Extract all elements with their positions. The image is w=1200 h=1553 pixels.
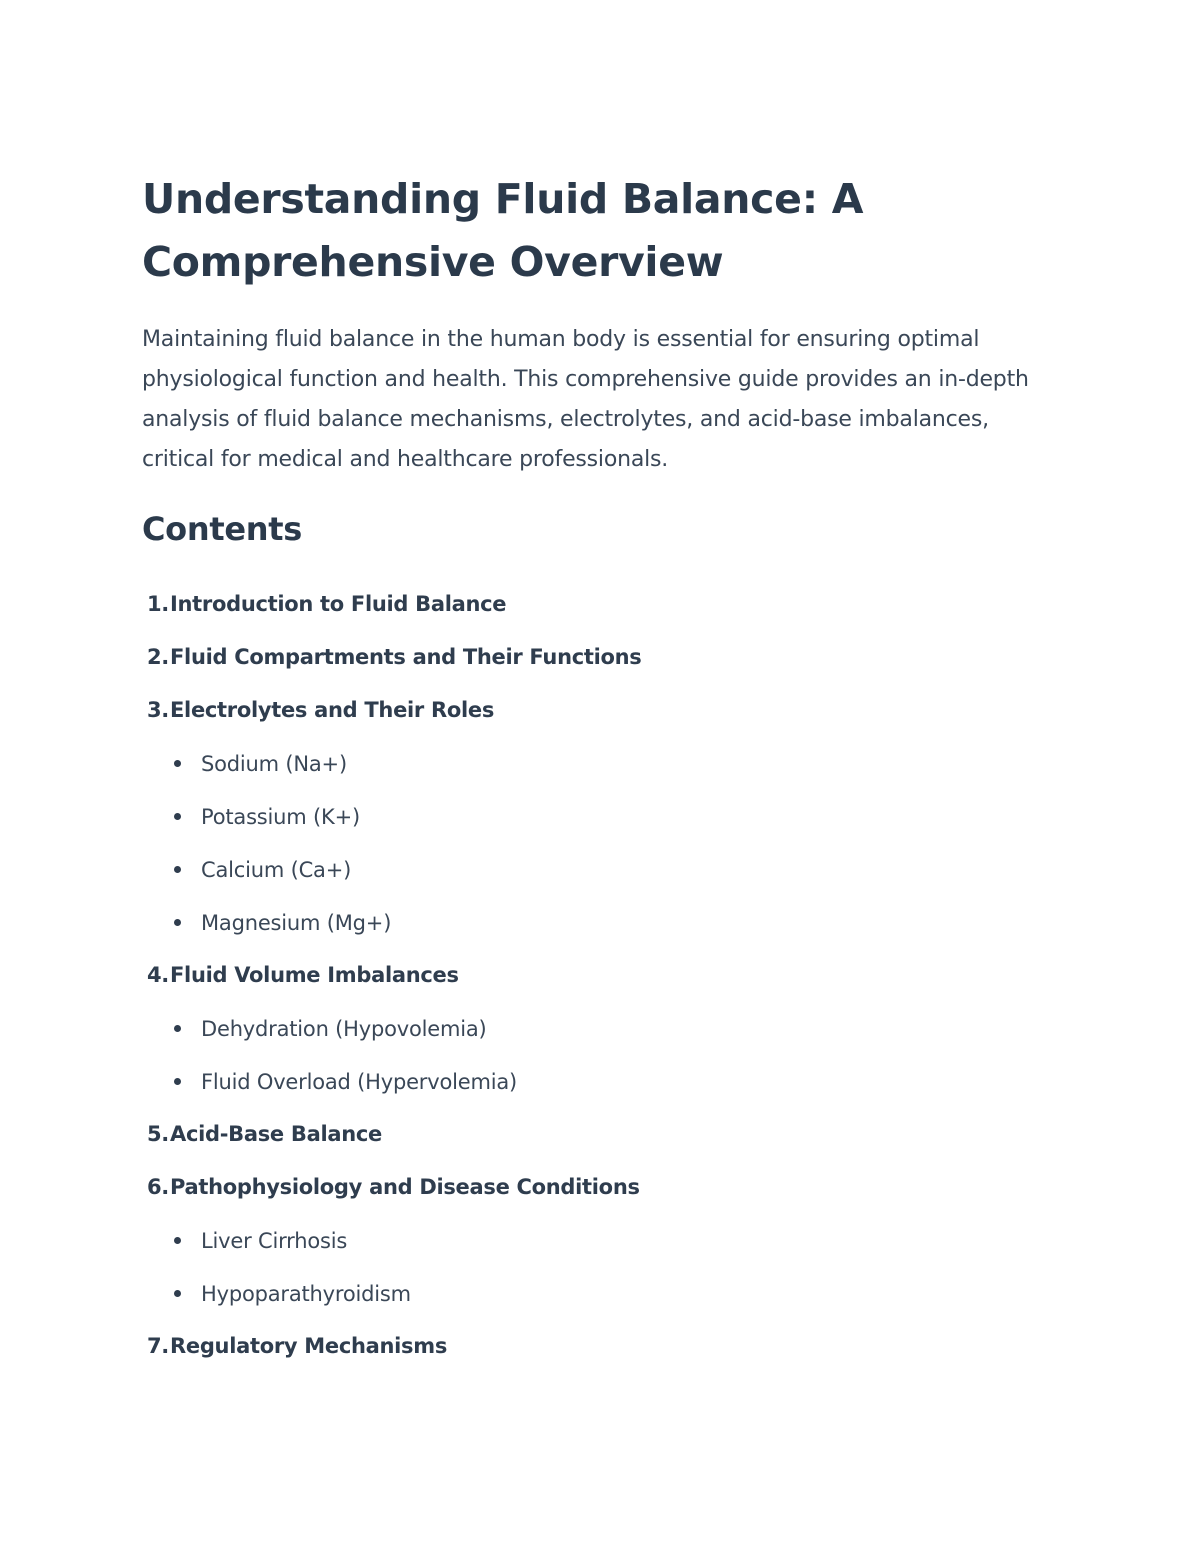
toc-number: 2. bbox=[147, 645, 169, 669]
toc-label: Fluid Volume Imbalances bbox=[170, 963, 459, 987]
title-line-2: Comprehensive Overview bbox=[142, 238, 724, 286]
toc-sublist bbox=[142, 1002, 1042, 1108]
toc-subitem-potassium[interactable] bbox=[142, 790, 1042, 843]
title-line-1: Understanding Fluid Balance: A bbox=[142, 175, 864, 223]
toc-sublist bbox=[142, 1214, 1042, 1320]
toc-item bbox=[142, 1161, 1042, 1320]
toc-subitem-magnesium[interactable] bbox=[142, 896, 1042, 949]
toc-label: Electrolytes and Their Roles bbox=[170, 698, 495, 722]
toc-entry-acid-base[interactable] bbox=[142, 1108, 1042, 1161]
toc-number: 7. bbox=[147, 1334, 169, 1358]
toc-subitem-calcium[interactable] bbox=[142, 843, 1042, 896]
toc-sublist bbox=[142, 737, 1042, 949]
page-title bbox=[142, 168, 1042, 294]
toc-subitem-sodium[interactable] bbox=[142, 737, 1042, 790]
toc-number: 6. bbox=[147, 1175, 169, 1199]
bullet-icon bbox=[174, 1290, 181, 1297]
toc-subitem-hypoparathyroidism[interactable] bbox=[142, 1267, 1042, 1320]
bullet-icon bbox=[174, 866, 181, 873]
toc-label: Regulatory Mechanisms bbox=[170, 1334, 448, 1358]
toc-sublabel: Liver Cirrhosis bbox=[201, 1228, 348, 1253]
toc-sublabel: Calcium (Ca+) bbox=[201, 857, 352, 882]
toc-entry-fluid-volume-imbalances[interactable] bbox=[142, 949, 1042, 1002]
toc-item bbox=[142, 1320, 1042, 1373]
toc-item bbox=[142, 578, 1042, 631]
toc-sublabel: Sodium (Na+) bbox=[201, 751, 347, 776]
toc-entry-regulatory-mechanisms[interactable] bbox=[142, 1320, 1042, 1373]
toc-label: Pathophysiology and Disease Conditions bbox=[170, 1175, 640, 1199]
toc-number: 5. bbox=[147, 1122, 169, 1146]
toc-number: 1. bbox=[147, 592, 169, 616]
toc-subitem-dehydration[interactable] bbox=[142, 1002, 1042, 1055]
toc-sublabel: Magnesium (Mg+) bbox=[201, 910, 392, 935]
contents-heading: Contents bbox=[142, 510, 302, 548]
toc-sublabel: Fluid Overload (Hypervolemia) bbox=[201, 1069, 518, 1094]
toc-item bbox=[142, 631, 1042, 684]
table-of-contents bbox=[142, 578, 1042, 1373]
toc-item bbox=[142, 949, 1042, 1108]
bullet-icon bbox=[174, 760, 181, 767]
toc-label: Acid-Base Balance bbox=[170, 1122, 382, 1146]
toc-item bbox=[142, 684, 1042, 949]
toc-entry-fluid-compartments[interactable] bbox=[142, 631, 1042, 684]
toc-subitem-fluid-overload[interactable] bbox=[142, 1055, 1042, 1108]
intro-paragraph: Maintaining fluid balance in the human body is essential for ensuring optimal physiological function and health. This comprehensive guide provides an in-depth analysis of fluid balance mechanisms, electrolytes, and acid-base imbalances, critical for medical and healthcare professionals. bbox=[142, 327, 1029, 472]
toc-item bbox=[142, 1108, 1042, 1161]
bullet-icon bbox=[174, 919, 181, 926]
toc-subitem-liver-cirrhosis[interactable] bbox=[142, 1214, 1042, 1267]
toc-number: 4. bbox=[147, 963, 169, 987]
toc-sublabel: Dehydration (Hypovolemia) bbox=[201, 1016, 487, 1041]
toc-entry-introduction[interactable] bbox=[142, 578, 1042, 631]
toc-label: Fluid Compartments and Their Functions bbox=[170, 645, 642, 669]
bullet-icon bbox=[174, 813, 181, 820]
toc-label: Introduction to Fluid Balance bbox=[170, 592, 507, 616]
bullet-icon bbox=[174, 1078, 181, 1085]
bullet-icon bbox=[174, 1025, 181, 1032]
toc-sublabel: Hypoparathyroidism bbox=[201, 1281, 411, 1306]
toc-number: 3. bbox=[147, 698, 169, 722]
toc-entry-electrolytes[interactable] bbox=[142, 684, 1042, 737]
toc-sublabel: Potassium (K+) bbox=[201, 804, 360, 829]
bullet-icon bbox=[174, 1237, 181, 1244]
toc-entry-pathophysiology[interactable] bbox=[142, 1161, 1042, 1214]
document-page bbox=[142, 168, 1042, 1373]
